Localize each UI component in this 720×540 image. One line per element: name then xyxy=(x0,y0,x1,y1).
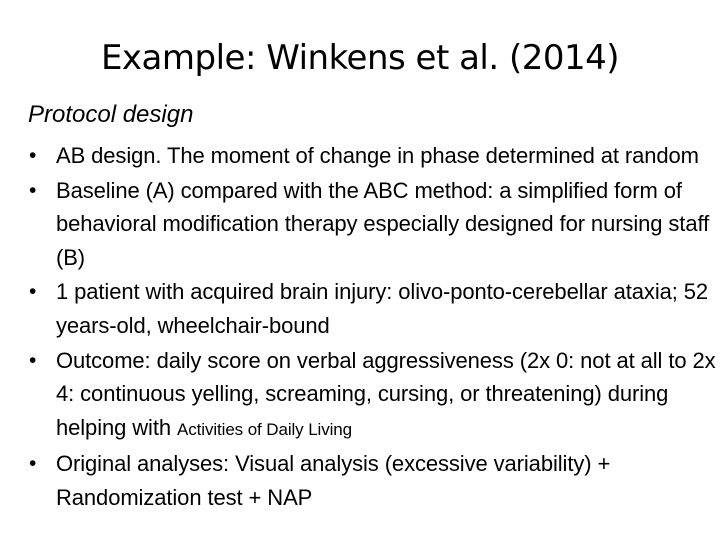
bullet-text: Original analyses: Visual analysis (excessive variability) + Randomization test + NAP xyxy=(56,451,611,510)
bullet-marker-icon: • xyxy=(29,348,37,372)
section-subtitle: Protocol design xyxy=(28,101,194,128)
bullet-text: Outcome: daily score on verbal aggressiveness (2x 0: not at all to 2x 4: continuous yelling, screaming, cursing, or threatening) during helping with xyxy=(56,347,716,440)
bullet-text: AB design. The moment of change in phase determined at random xyxy=(56,143,699,168)
bullet-marker-icon: • xyxy=(29,280,37,304)
bullet-text: 1 patient with acquired brain injury: olivo-ponto-cerebellar ataxia; 52 years-old, wheelchair-bound xyxy=(56,279,709,338)
bullet-item-outcome xyxy=(0,344,720,447)
slide-title: Example: Winkens et al. (2014) xyxy=(100,38,620,78)
bullet-marker-icon: • xyxy=(29,178,37,202)
bullet-item-analyses xyxy=(0,447,720,514)
bullet-item-patient xyxy=(0,275,720,342)
bullet-text: Baseline (A) compared with the ABC method: a simplified form of behavioral modification therapy especially designed for nursing staff (B) xyxy=(56,177,710,270)
bullet-marker-icon: • xyxy=(29,144,37,167)
bullet-item-baseline xyxy=(0,174,720,275)
bullet-small-text: Activities of Daily Living xyxy=(177,419,353,439)
bullet-item-design xyxy=(0,139,720,173)
bullet-list xyxy=(0,139,720,516)
bullet-marker-icon: • xyxy=(29,452,37,476)
